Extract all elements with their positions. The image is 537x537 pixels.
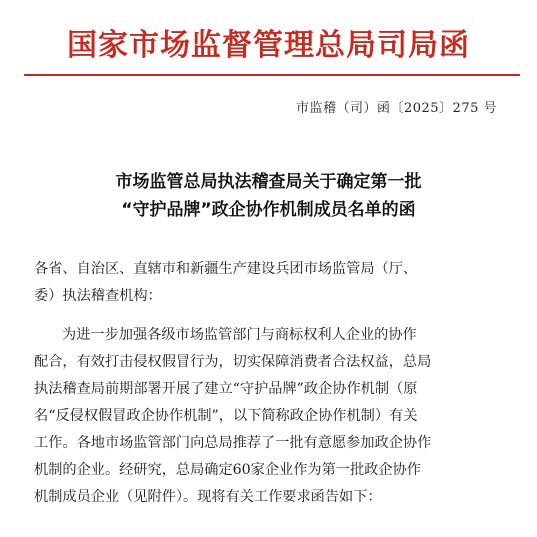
paragraph-line: 执法稽查局前期部署开展了建立“守护品牌”政企协作机制（原 [34,381,418,397]
paragraph-line: 配合，有效打击侵权假冒行为，切实保障消费者合法权益，总局 [34,354,432,370]
paragraph-line: 工作。各地市场监管部门向总局推荐了一批有意愿参加政企协作 [34,435,432,451]
paragraph-line: 为进一步加强各级市场监管部门与商标权利人企业的协作 [62,327,417,343]
paragraph-line: 名“反侵权假冒政企协作机制”，以下简称政企协作机制）有关 [34,408,418,424]
letter-title [0,168,537,224]
letterhead-title: 国家市场监督管理总局司局函 [67,28,470,63]
title-line-1: 市场监管总局执法稽查局关于确定第一批 [115,172,422,192]
addressee-line-1: 各省、自治区、直辖市和新疆生产建设兵团市场监管局（厅、 [34,261,418,277]
letter-body [34,256,504,511]
paragraph-gap [34,310,504,322]
letterhead-red-rule [24,74,520,76]
addressee-line-2: 委）执法稽查机构： [34,288,162,304]
paragraph-line: 机制成员企业（见附件）。现将有关工作要求函告如下： [34,489,382,505]
document-number: 市监稽（司）函〔2025〕275 号 [295,101,497,116]
paragraph-line: 机制的企业。经研究，总局确定60家企业作为第一批政企协作 [34,462,421,478]
title-line-2: “守护品牌”政企协作机制成员名单的函 [121,200,416,220]
